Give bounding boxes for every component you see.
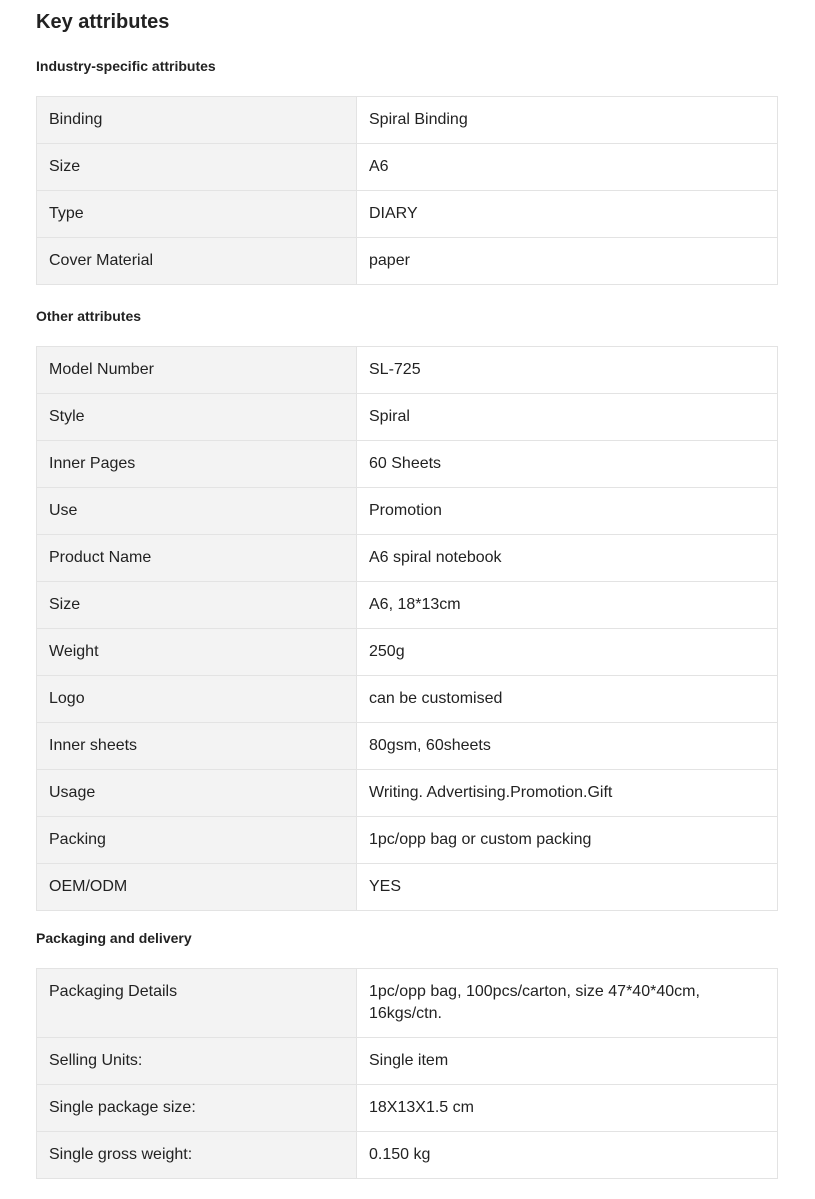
section-title-other-attributes: Other attributes (36, 308, 142, 324)
attribute-label: Usage (37, 770, 357, 817)
attribute-label: Style (37, 394, 357, 441)
attribute-label: Single package size: (37, 1085, 357, 1132)
page-title: Key attributes (36, 11, 170, 33)
attribute-value: 0.150 kg (357, 1132, 778, 1179)
attribute-value: A6 (357, 144, 778, 191)
table-row (37, 238, 778, 285)
attribute-value: 18X13X1.5 cm (357, 1085, 778, 1132)
attribute-value: paper (357, 238, 778, 285)
other-attributes-table (36, 346, 778, 911)
attribute-label: Packaging Details (37, 969, 357, 1038)
table-row (37, 817, 778, 864)
attribute-label: Size (37, 144, 357, 191)
attribute-value: YES (357, 864, 778, 911)
industry-attributes-table (36, 96, 778, 285)
table-row (37, 394, 778, 441)
attribute-value: 1pc/opp bag, 100pcs/carton, size 47*40*40cm, 16kgs/ctn. (357, 969, 778, 1038)
attribute-label: Logo (37, 676, 357, 723)
attribute-label: Inner sheets (37, 723, 357, 770)
attribute-label: Model Number (37, 347, 357, 394)
table-row (37, 770, 778, 817)
table-row (37, 488, 778, 535)
attribute-value: Spiral Binding (357, 97, 778, 144)
table-row (37, 864, 778, 911)
attribute-value: Spiral (357, 394, 778, 441)
table-row (37, 723, 778, 770)
attribute-label: Inner Pages (37, 441, 357, 488)
table-row (37, 144, 778, 191)
attribute-label: Weight (37, 629, 357, 676)
table-row (37, 1132, 778, 1179)
table-row (37, 1038, 778, 1085)
table-row (37, 441, 778, 488)
attribute-label: Product Name (37, 535, 357, 582)
attribute-label: Size (37, 582, 357, 629)
table-row (37, 676, 778, 723)
table-row (37, 582, 778, 629)
attribute-value: Writing. Advertising.Promotion.Gift (357, 770, 778, 817)
table-row (37, 191, 778, 238)
attribute-value: Promotion (357, 488, 778, 535)
table-row (37, 347, 778, 394)
attribute-label: Packing (37, 817, 357, 864)
table-row (37, 969, 778, 1038)
attribute-value: SL-725 (357, 347, 778, 394)
section-title-packaging-delivery: Packaging and delivery (36, 930, 192, 946)
table-row (37, 629, 778, 676)
attribute-value: A6, 18*13cm (357, 582, 778, 629)
attribute-value: A6 spiral notebook (357, 535, 778, 582)
attribute-value: 1pc/opp bag or custom packing (357, 817, 778, 864)
attribute-label: Use (37, 488, 357, 535)
attribute-label: Cover Material (37, 238, 357, 285)
table-row (37, 1085, 778, 1132)
attribute-value: 60 Sheets (357, 441, 778, 488)
attribute-label: OEM/ODM (37, 864, 357, 911)
attribute-value: 250g (357, 629, 778, 676)
table-row (37, 97, 778, 144)
attribute-value: 80gsm, 60sheets (357, 723, 778, 770)
attribute-label: Binding (37, 97, 357, 144)
attribute-label: Type (37, 191, 357, 238)
attribute-value: Single item (357, 1038, 778, 1085)
attribute-label: Selling Units: (37, 1038, 357, 1085)
attribute-value: can be customised (357, 676, 778, 723)
attribute-value: DIARY (357, 191, 778, 238)
packaging-delivery-table (36, 968, 778, 1179)
attribute-label: Single gross weight: (37, 1132, 357, 1179)
section-title-industry-specific: Industry-specific attributes (36, 58, 216, 74)
table-row (37, 535, 778, 582)
